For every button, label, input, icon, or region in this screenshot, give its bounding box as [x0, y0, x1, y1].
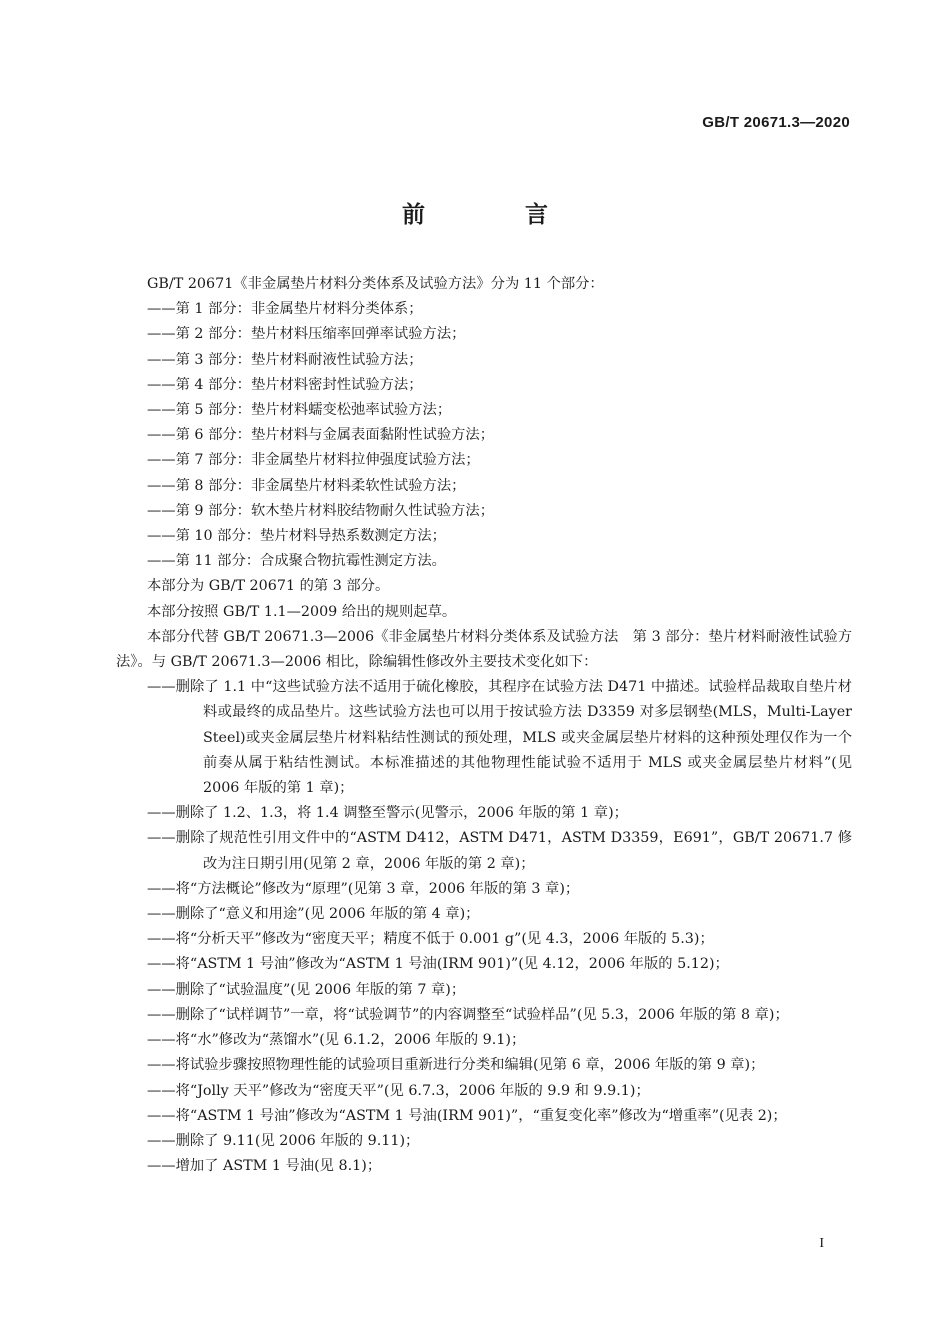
- list-item: ——第 5 部分：垫片材料蠕变松弛率试验方法；: [147, 402, 452, 419]
- list-item: ——第 4 部分：垫片材料密封性试验方法；: [147, 376, 423, 393]
- list-item: ——增加了 ASTM 1 号油(见 8.1)；: [147, 1158, 382, 1175]
- list-item: ——删除了“试验温度”(见 2006 年版的第 7 章)；: [147, 981, 466, 998]
- list-item: ——删除了规范性引用文件中的“ASTM D412，ASTM D471，ASTM D3359，E691”，GB/T 20671.7 修改为注日期引用(见第 2 章，2006 年版的第 2 章)；: [147, 830, 852, 872]
- list-item: ——删除了“试样调节”一章，将“试验调节”的内容调整至“试验样品”(见 5.3，2006 年版的第 8 章)；: [147, 1006, 789, 1023]
- list-item: ——删除了 9.11(见 2006 年版的 9.11)；: [147, 1132, 420, 1149]
- list-item: ——将“ASTM 1 号油”修改为“ASTM 1 号油(IRM 901)”，“重复变化率”修改为“增重率”(见表 2)；: [147, 1107, 787, 1124]
- replacement-statement: 本部分代替 GB/T 20671.3—2006《非金属垫片材料分类体系及试验方法 第 3 部分：垫片材料耐液性试验方法》。与 GB/T 20671.3—2006 相比，除编辑性修改外主要技术变化如下：: [116, 628, 852, 671]
- part-statement: 本部分为 GB/T 20671 的第 3 部分。: [147, 578, 390, 595]
- list-item: ——将“分析天平”修改为“密度天平；精度不低于 0.001 g”(见 4.3，2006 年版的 5.3)；: [147, 931, 714, 948]
- list-item: ——将试验步骤按照物理性能的试验项目重新进行分类和编辑(见第 6 章，2006 年版的第 9 章)；: [147, 1057, 765, 1074]
- list-item: ——删除了 1.2、1.3，将 1.4 调整至警示(见警示，2006 年版的第 1 章)；: [147, 805, 628, 822]
- page-number: I: [819, 1236, 824, 1251]
- rules-statement: 本部分按照 GB/T 1.1—2009 给出的规则起草。: [147, 603, 457, 620]
- list-item: ——第 7 部分：非金属垫片材料拉伸强度试验方法；: [147, 452, 480, 469]
- list-item: ——第 9 部分：软木垫片材料胶结物耐久性试验方法；: [147, 502, 495, 519]
- parts-list: [116, 297, 852, 574]
- standard-id: GB/T 20671.3—2020: [702, 114, 850, 131]
- list-item: ——将“Jolly 天平”修改为“密度天平”(见 6.7.3，2006 年版的 9.9 和 9.9.1)；: [147, 1082, 650, 1099]
- list-item: ——第 2 部分：垫片材料压缩率回弹率试验方法；: [147, 326, 466, 343]
- list-item: ——第 6 部分：垫片材料与金属表面黏附性试验方法；: [147, 427, 495, 444]
- list-item: ——删除了“意义和用途”(见 2006 年版的第 4 章)；: [147, 906, 480, 923]
- list-item: ——将“ASTM 1 号油”修改为“ASTM 1 号油(IRM 901)”(见 4.12，2006 年版的 5.12)；: [147, 956, 729, 973]
- list-item: ——第 8 部分：非金属垫片材料柔软性试验方法；: [147, 477, 466, 494]
- list-item: ——将“方法概论”修改为“原理”(见第 3 章，2006 年版的第 3 章)；: [147, 880, 580, 897]
- list-item: ——第 10 部分：垫片材料导热系数测定方法；: [147, 528, 446, 545]
- page-title: 前 言: [401, 202, 594, 228]
- changes-list: [116, 675, 852, 1179]
- list-item: ——将“水”修改为“蒸馏水”(见 6.1.2，2006 年版的 9.1)；: [147, 1032, 526, 1049]
- list-item: ——第 11 部分：合成聚合物抗霉性测定方法。: [147, 553, 446, 570]
- list-item: ——第 3 部分：垫片材料耐液性试验方法；: [147, 351, 423, 368]
- list-item: ——第 1 部分：非金属垫片材料分类体系；: [147, 301, 423, 318]
- list-item: ——删除了 1.1 中“这些试验方法不适用于硫化橡胶，其程序在试验方法 D471 中描述。试验样品裁取自垫片材料或最终的成品垫片。这些试验方法也可以用于按试验方法 D3359 对多层钢垫(MLS，Multi-Layer Steel)或夹金属层垫片材料粘结性测试的预处理，MLS 或夹金属层垫片材料的这种预处理仅作为一个前奏从属于粘结性测试。本标准描述的其他物理性能试验不适用于 MLS 或夹金属层垫片材料”(见 2006 年版的第 1 章)；: [147, 679, 852, 797]
- foreword-body: [116, 272, 852, 1179]
- intro-paragraph: GB/T 20671《非金属垫片材料分类体系及试验方法》分为 11 个部分：: [147, 276, 604, 292]
